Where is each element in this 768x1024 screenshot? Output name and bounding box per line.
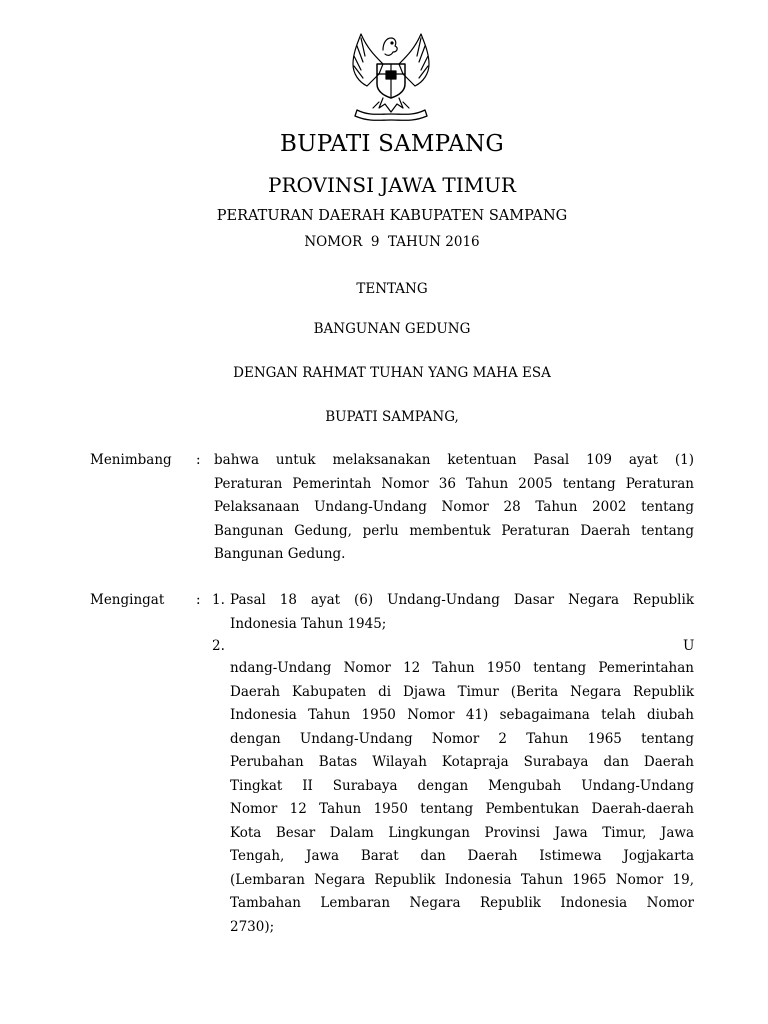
text-line: Peraturan Pemerintah Nomor 36 Tahun 2005 tentang Peraturan [214, 475, 694, 492]
menimbang-label: Menimbang [90, 452, 172, 468]
garuda-emblem-icon [339, 26, 443, 122]
text-line: Bangunan Gedung, perlu membentuk Peraturan Daerah tentang [214, 522, 694, 539]
regulation-title: PERATURAN DAERAH KABUPATEN SAMPANG [216, 208, 568, 224]
text-line: Tingkat II Surabaya dengan Mengubah Undang-Undang [230, 777, 694, 794]
orphan-letter: U [683, 638, 695, 654]
mengingat-item-2 [230, 657, 694, 939]
mengingat-label: Mengingat [90, 592, 165, 608]
blessing-line: DENGAN RAHMAT TUHAN YANG MAHA ESA [233, 365, 551, 381]
text-line: Tambahan Lembaran Negara Republik Indonesia Nomor [230, 895, 694, 911]
regent-signature-heading: BUPATI SAMPANG, [325, 409, 459, 425]
menimbang-colon: : [196, 452, 201, 468]
list-number: 2. [212, 638, 225, 654]
text-line: Kota Besar Dalam Lingkungan Provinsi Jawa Timur, Jawa [230, 824, 694, 841]
mengingat-colon: : [196, 592, 201, 608]
text-line: Pasal 18 ayat (6) Undang-Undang Dasar Negara Republik [230, 592, 694, 608]
about-heading: TENTANG [356, 281, 428, 297]
regulation-subject: BANGUNAN GEDUNG [313, 321, 471, 337]
text-line: Perubahan Batas Wilayah Kotapraja Surabaya dan Daerah [230, 754, 694, 770]
province-title: PROVINSI JAWA TIMUR [267, 173, 516, 197]
menimbang-text [214, 449, 694, 567]
regent-title: BUPATI SAMPANG [280, 131, 504, 157]
text-line: bahwa untuk melaksanakan ketentuan Pasal 109 ayat (1) [214, 452, 694, 468]
list-number: 1. [212, 592, 225, 608]
regulation-number: NOMOR 9 TAHUN 2016 [304, 234, 480, 250]
text-line: Daerah Kabupaten di Djawa Timur (Berita Negara Republik [230, 683, 694, 700]
text-line: Tengah, Jawa Barat dan Daerah Istimewa Jogjakarta [230, 848, 694, 864]
mengingat-item-1 [230, 589, 694, 636]
text-line: dengan Undang-Undang Nomor 2 Tahun 1965 tentang [230, 730, 694, 747]
text-line: (Lembaran Negara Republik Indonesia Tahun 1965 Nomor 19, [230, 871, 694, 888]
text-line: 2730); [230, 918, 275, 935]
text-line: Indonesia Tahun 1950 Nomor 41) sebagaimana telah diubah [230, 707, 694, 723]
text-line: Bangunan Gedung. [214, 546, 346, 562]
text-line: Pelaksanaan Undang-Undang Nomor 28 Tahun 2002 tentang [214, 499, 694, 515]
text-line: ndang-Undang Nomor 12 Tahun 1950 tentang Pemerintahan [230, 660, 694, 676]
text-line: Indonesia Tahun 1945; [230, 615, 387, 632]
text-line: Nomor 12 Tahun 1950 tentang Pembentukan Daerah-daerah [230, 801, 694, 817]
